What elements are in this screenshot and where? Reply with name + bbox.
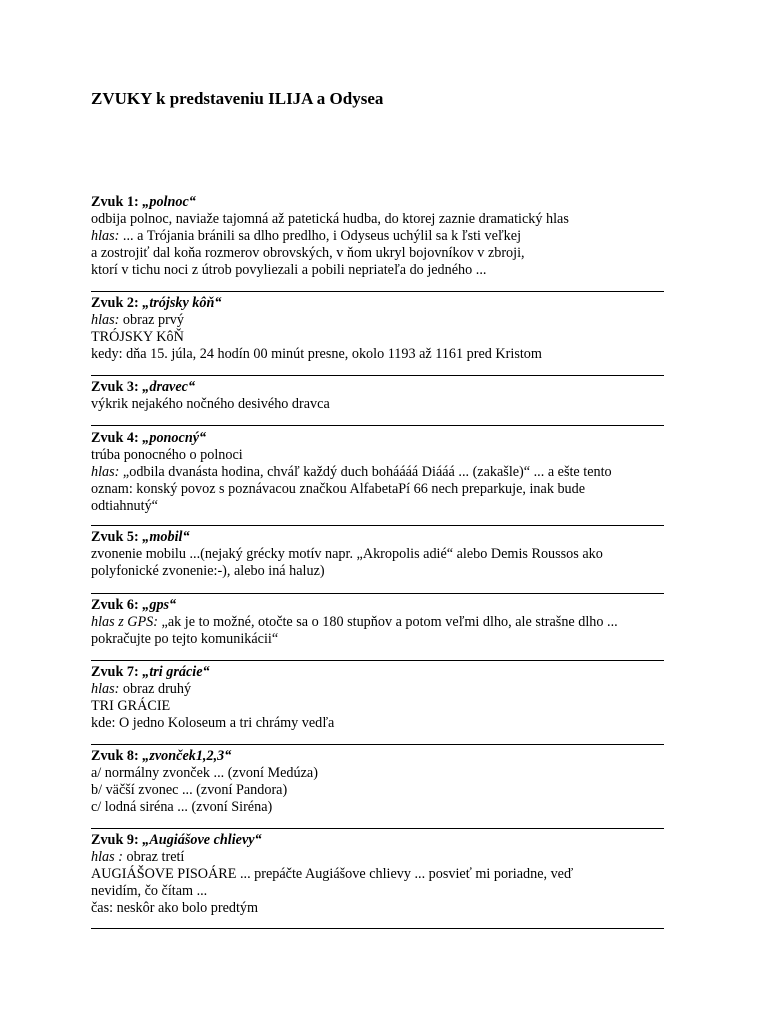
sound-heading: [91, 664, 666, 681]
sound-text-line: [91, 883, 666, 900]
line-text: TRÓJSKY KôŇ: [91, 329, 184, 345]
sound-heading: [91, 430, 666, 447]
sound-text-line: [91, 464, 666, 481]
speaker-label: hlas:: [91, 464, 120, 480]
speaker-label: hlas z GPS:: [91, 614, 158, 630]
sound-section: [91, 295, 666, 363]
line-text: pokračujte po tejto komunikácii“: [91, 631, 279, 647]
section-divider: [91, 928, 664, 929]
sound-text-line: [91, 396, 666, 413]
line-text: „ak je to možné, otočte sa o 180 stupňov a potom veľmi dlho, ale strašne dlho ...: [158, 614, 618, 630]
sound-text-line: [91, 765, 666, 782]
line-text: výkrik nejakého nočného desivého dravca: [91, 396, 330, 412]
sound-text-line: [91, 900, 666, 917]
line-text: a zostrojiť dal koňa rozmerov obrovských, v ňom ukryl bojovníkov v zbroji,: [91, 245, 525, 261]
document-title: ZVUKY k predstaveniu ILIJA a Odysea: [91, 89, 384, 108]
line-text: c/ lodná siréna ... (zvoní Siréna): [91, 799, 273, 815]
sound-text-line: [91, 715, 666, 732]
sound-text-line: [91, 849, 666, 866]
sound-section: [91, 379, 666, 413]
sound-text-line: [91, 329, 666, 346]
line-text: obraz tretí: [122, 849, 185, 865]
sound-section: [91, 832, 666, 917]
line-text: čas: neskôr ako bolo predtým: [91, 900, 259, 916]
sound-text-line: [91, 498, 666, 515]
sound-name: „polnoc“: [142, 194, 196, 210]
sound-heading: [91, 597, 666, 614]
sound-name: „dravec“: [142, 379, 196, 395]
section-divider: [91, 593, 664, 594]
speaker-label: hlas:: [91, 312, 120, 328]
line-text: odbija polnoc, naviaže tajomná až patetická hudba, do ktorej zaznie dramatický hlas: [91, 211, 569, 227]
sound-text-line: [91, 782, 666, 799]
sound-section: [91, 597, 666, 648]
sound-text-line: [91, 681, 666, 698]
sound-section: [91, 529, 666, 580]
sound-name: „zvonček1,2,3“: [142, 748, 232, 764]
line-text: polyfonické zvonenie:-), alebo iná haluz): [91, 563, 325, 579]
speaker-label: hlas:: [91, 681, 120, 697]
line-text: „odbila dvanásta hodina, chváľ každý duch boháááá Diááá ... (zakašle)“ ... a ešte tento: [119, 464, 612, 480]
sound-text-line: [91, 799, 666, 816]
sound-label: Zvuk 8:: [91, 748, 143, 764]
line-text: trúba ponocného o polnoci: [91, 447, 243, 463]
sound-text-line: [91, 211, 666, 228]
sound-heading: [91, 194, 666, 211]
sound-name: „gps“: [142, 597, 177, 613]
sound-label: Zvuk 4:: [91, 430, 143, 446]
sound-text-line: [91, 346, 666, 363]
sound-label: Zvuk 7:: [91, 664, 143, 680]
sound-name: „tri grácie“: [142, 664, 210, 680]
sound-heading: [91, 748, 666, 765]
section-divider: [91, 828, 664, 829]
sound-text-line: [91, 563, 666, 580]
sound-text-line: [91, 631, 666, 648]
sound-name: „mobil“: [142, 529, 190, 545]
sound-label: Zvuk 1:: [91, 194, 143, 210]
sound-text-line: [91, 546, 666, 563]
line-text: nevidím, čo čítam ...: [91, 883, 208, 899]
line-text: TRI GRÁCIE: [91, 698, 171, 714]
line-text: ... a Trójania bránili sa dlho predlho, i Odyseus uchýlil sa k ľsti veľkej: [119, 228, 522, 244]
sound-section: [91, 194, 666, 279]
sound-text-line: [91, 614, 666, 631]
section-divider: [91, 425, 664, 426]
sound-heading: [91, 295, 666, 312]
line-text: b/ väčší zvonec ... (zvoní Pandora): [91, 782, 288, 798]
sound-label: Zvuk 9:: [91, 832, 143, 848]
sound-name: „ponocný“: [142, 430, 207, 446]
sound-text-line: [91, 481, 666, 498]
sound-label: Zvuk 6:: [91, 597, 143, 613]
sound-name: „Augiášove chlievy“: [142, 832, 262, 848]
sound-label: Zvuk 2:: [91, 295, 143, 311]
section-divider: [91, 375, 664, 376]
sound-section: [91, 664, 666, 732]
line-text: oznam: konský povoz s poznávacou značkou AlfabetaPí 66 nech preparkuje, inak bude: [91, 481, 586, 497]
line-text: kedy: dňa 15. júla, 24 hodín 00 minút presne, okolo 1193 až 1161 pred Kristom: [91, 346, 542, 362]
sound-text-line: [91, 312, 666, 329]
section-divider: [91, 525, 664, 526]
line-text: odtiahnutý“: [91, 498, 158, 514]
sound-label: Zvuk 5:: [91, 529, 143, 545]
sound-heading: [91, 379, 666, 396]
line-text: obraz druhý: [119, 681, 192, 697]
sound-text-line: [91, 447, 666, 464]
speaker-label: hlas:: [91, 228, 120, 244]
sound-label: Zvuk 3:: [91, 379, 143, 395]
line-text: zvonenie mobilu ...(nejaký grécky motív napr. „Akropolis adié“ alebo Demis Roussos ako: [91, 546, 603, 562]
line-text: AUGIÁŠOVE PISOÁRE ... prepáčte Augiášove chlievy ... posvieť mi poriadne, veď: [91, 866, 574, 882]
line-text: kde: O jedno Koloseum a tri chrámy vedľa: [91, 715, 335, 731]
sound-text-line: [91, 698, 666, 715]
line-text: a/ normálny zvonček ... (zvoní Medúza): [91, 765, 318, 781]
line-text: obraz prvý: [119, 312, 184, 328]
sound-name: „trójsky kôň“: [142, 295, 222, 311]
sound-text-line: [91, 262, 666, 279]
sound-text-line: [91, 866, 666, 883]
speaker-label: hlas :: [91, 849, 123, 865]
sound-heading: [91, 529, 666, 546]
section-divider: [91, 744, 664, 745]
sound-section: [91, 748, 666, 816]
line-text: ktorí v tichu noci z útrob povyliezali a pobili nepriateľa do jedného ...: [91, 262, 487, 278]
sound-text-line: [91, 228, 666, 245]
section-divider: [91, 291, 664, 292]
sound-text-line: [91, 245, 666, 262]
section-divider: [91, 660, 664, 661]
sound-section: [91, 430, 666, 515]
sound-heading: [91, 832, 666, 849]
